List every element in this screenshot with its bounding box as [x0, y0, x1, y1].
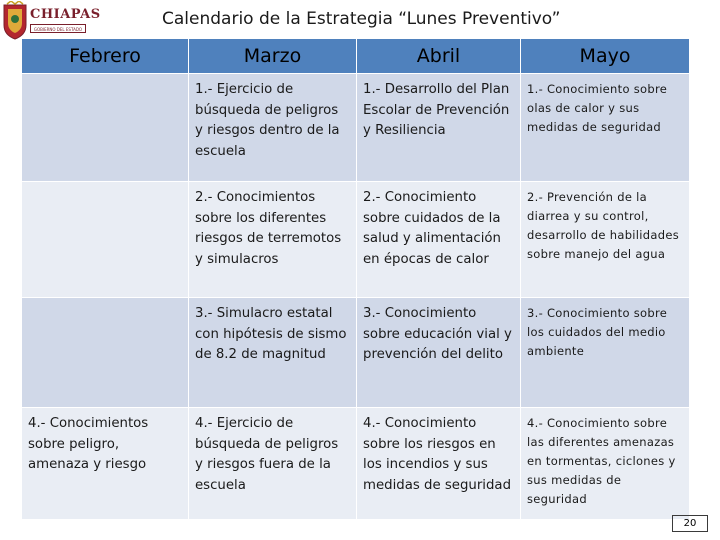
chiapas-logo: [0, 0, 101, 42]
cell-febrero: 4.- Conocimientos sobre peligro, amenaza y riesgo: [22, 408, 189, 520]
table-row: [22, 182, 690, 298]
cell-marzo: 2.- Conocimientos sobre los diferentes riesgos de terremotos y simulacros: [189, 182, 357, 298]
logo-name: CHIAPAS: [30, 7, 101, 22]
header-mayo: Mayo: [521, 39, 690, 74]
page-number: 20: [672, 515, 708, 532]
cell-marzo: 1.- Ejercicio de búsqueda de peligros y riesgos dentro de la escuela: [189, 74, 357, 182]
table-row: [22, 298, 690, 408]
table-row: [22, 74, 690, 182]
cell-febrero: [22, 298, 189, 408]
cell-abril: 4.- Conocimiento sobre los riesgos en los incendios y sus medidas de seguridad: [357, 408, 521, 520]
cell-marzo: 4.- Ejercicio de búsqueda de peligros y riesgos fuera de la escuela: [189, 408, 357, 520]
calendar-table: [21, 38, 690, 520]
header-abril: Abril: [357, 39, 521, 74]
cell-febrero: [22, 182, 189, 298]
table-row: [22, 408, 690, 520]
cell-febrero: [22, 74, 189, 182]
header-febrero: Febrero: [22, 39, 189, 74]
cell-abril: 3.- Conocimiento sobre educación vial y prevención del delito: [357, 298, 521, 408]
header-marzo: Marzo: [189, 39, 357, 74]
cell-mayo: 2.- Prevención de la diarrea y su control, desarrollo de habilidades sobre manejo del agua: [521, 182, 690, 298]
logo-subtitle: GOBIERNO DEL ESTADO: [30, 24, 86, 33]
cell-abril: 1.- Desarrollo del Plan Escolar de Prevención y Resiliencia: [357, 74, 521, 182]
cell-marzo: 3.- Simulacro estatal con hipótesis de sismo de 8.2 de magnitud: [189, 298, 357, 408]
cell-mayo: 1.- Conocimiento sobre olas de calor y sus medidas de seguridad: [521, 74, 690, 182]
state-seal-icon: [1, 1, 29, 41]
page-title: Calendario de la Estrategia “Lunes Preventivo”: [162, 9, 561, 29]
cell-mayo: 4.- Conocimiento sobre las diferentes amenazas en tormentas, ciclones y sus medidas de seguridad: [521, 408, 690, 520]
cell-mayo: 3.- Conocimiento sobre los cuidados del medio ambiente: [521, 298, 690, 408]
cell-abril: 2.- Conocimiento sobre cuidados de la salud y alimentación en épocas de calor: [357, 182, 521, 298]
table-header-row: [22, 39, 690, 74]
